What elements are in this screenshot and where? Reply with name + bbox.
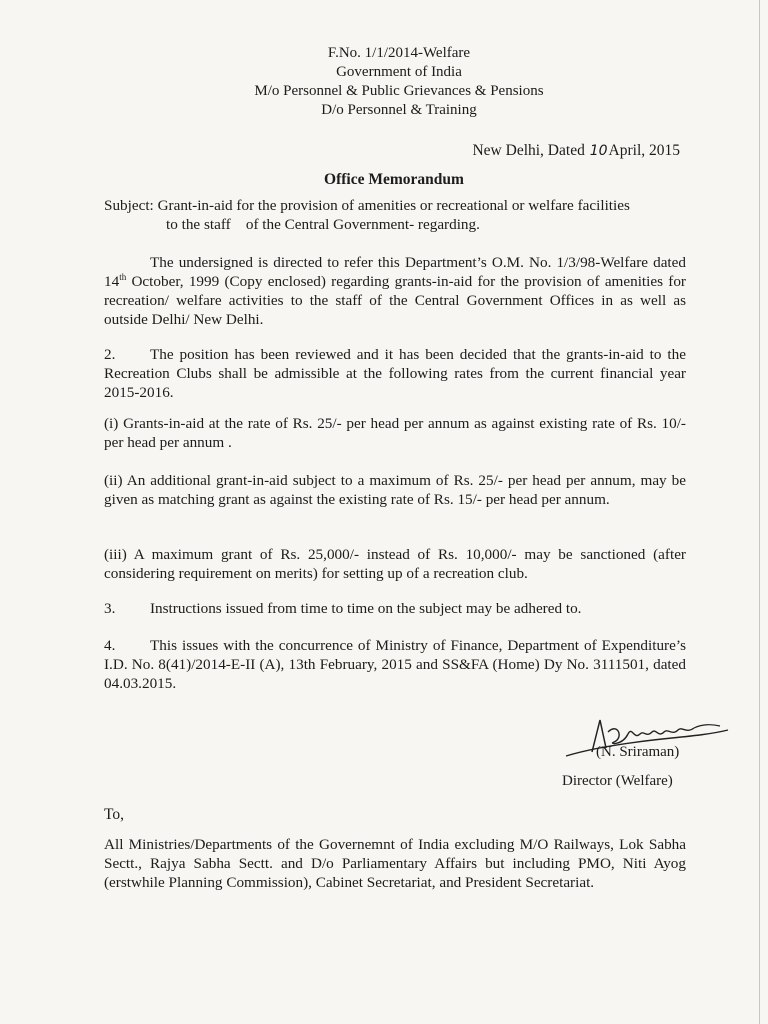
paragraph-4 <box>104 636 686 693</box>
page-edge-line <box>759 0 760 1024</box>
subject-line-1: Subject: Grant-in-aid for the provision of amenities or recreational or welfare facilities <box>104 197 630 214</box>
recipients-list: All Ministries/Departments of the Governemnt of India excluding M/O Railways, Lok Sabha Sectt., Rajya Sabha Sectt. and D/o Parliamentary Affairs but including PMO, Niti Ayog (erstwhile Planning Commission), Cabinet Secretariat, and President Secretariat. <box>104 836 686 891</box>
paragraph-2 <box>104 345 686 402</box>
paragraph-3-text: Instructions issued from time to time on the subject may be adhered to. <box>150 600 582 617</box>
item-iii: (iii) A maximum grant of Rs. 25,000/- instead of Rs. 10,000/- may be sanctioned (after considering requirement on merits) for setting up of a recreation club. <box>104 546 686 582</box>
ministry-line: M/o Personnel & Public Grievances & Pensions <box>254 83 544 99</box>
department-line: D/o Personnel & Training <box>321 102 477 118</box>
paragraph-2-text: The position has been reviewed and it has been decided that the grants-in-aid to the Recreation Clubs shall be admissible at the following rates from the current financial year 2015-2016. <box>104 346 686 401</box>
date-prefix: New Delhi, Dated <box>472 142 589 159</box>
item-ii: (ii) An additional grant-in-aid subject to a maximum of Rs. 25/- per head per annum, may be given as matching grant as against the existing rate of Rs. 15/- per head per annum. <box>104 472 686 508</box>
paragraph-1-superscript: th <box>119 271 127 282</box>
letterhead <box>0 44 768 120</box>
signature-image <box>562 712 732 774</box>
paragraph-1-text-a: The undersigned is directed to refer this Department’s O.M. No. 1/3/98-Welfare dated 14 <box>104 254 686 290</box>
paragraph-1-text-b: October, 1999 (Copy enclosed) regarding grants-in-aid for the provision of amenities for recreation/ welfare activities to the staff of the Central Government Offices in as well as outside Delhi/ New Delhi. <box>104 273 686 328</box>
item-i: (i) Grants-in-aid at the rate of Rs. 25/- per head per annum as against existing rate of Rs. 10/- per head per annum . <box>104 415 686 451</box>
paragraph-4-number: 4. <box>104 637 116 654</box>
paragraph-4-text: This issues with the concurrence of Ministry of Finance, Department of Expenditure’s I.D. No. 8(41)/2014-E-II (A), 13th February, 2015 and SS&FA (Home) Dy No. 3111501, dated 04.03.2015. <box>104 637 686 692</box>
date-line <box>472 142 680 160</box>
paragraph-3-number: 3. <box>104 600 116 617</box>
paragraph-3 <box>104 599 686 618</box>
to-label: To, <box>104 806 125 823</box>
file-number: F.No. 1/1/2014-Welfare <box>327 45 471 61</box>
signatory-designation: Director (Welfare) <box>562 773 673 789</box>
memo-title: Office Memorandum <box>324 171 464 188</box>
signatory-name: (N. Sriraman) <box>596 744 680 760</box>
date-suffix: April, 2015 <box>608 142 680 159</box>
paragraph-2-number: 2. <box>104 346 116 363</box>
date-day-handwritten: 10 <box>589 143 608 159</box>
government-line: Government of India <box>336 64 462 80</box>
paragraph-1 <box>104 253 686 329</box>
subject <box>104 196 686 234</box>
subject-line-2: to the staff of the Central Government- regarding. <box>166 216 480 233</box>
